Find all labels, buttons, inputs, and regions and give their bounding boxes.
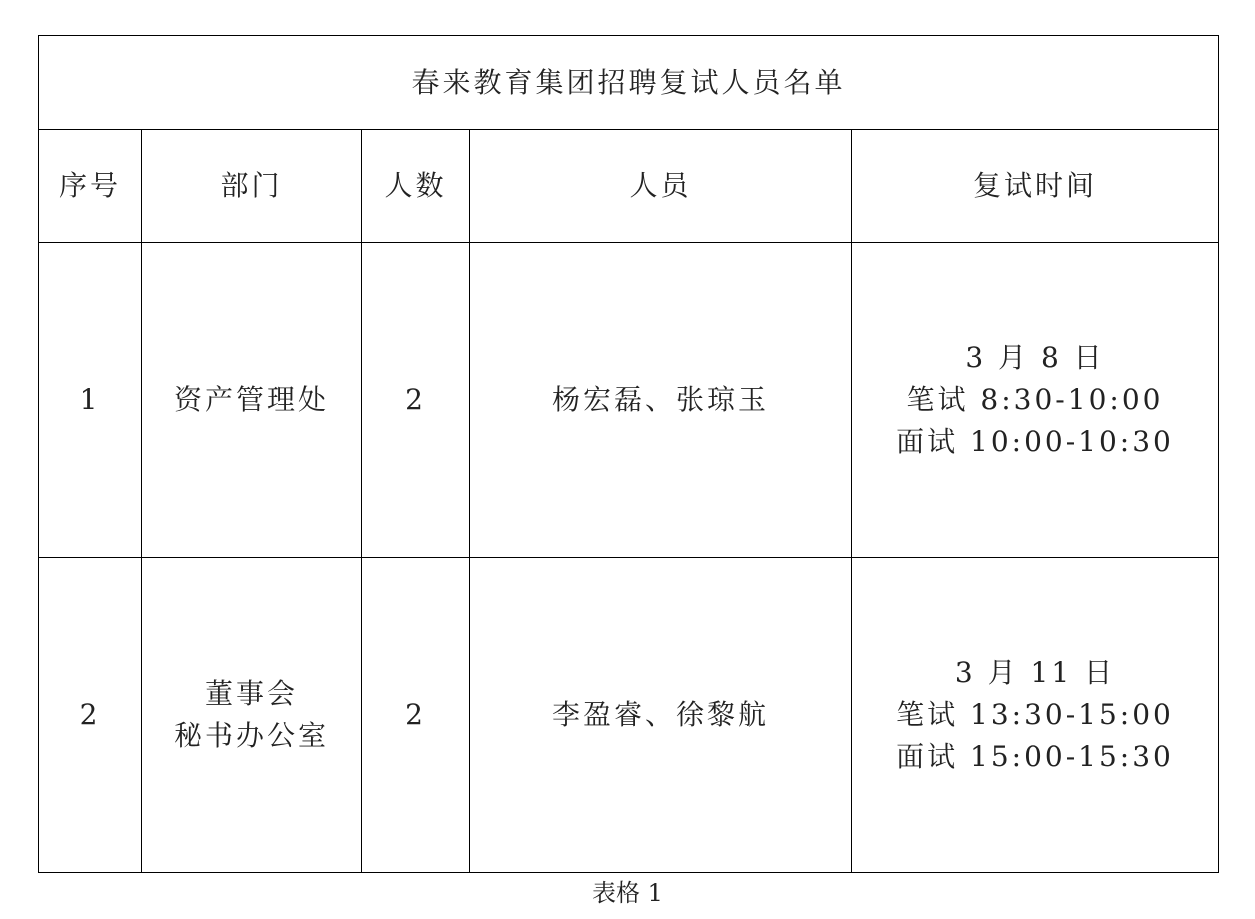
department-line: 资产管理处 xyxy=(173,383,329,416)
header-index: 序号 xyxy=(39,130,142,243)
row-time xyxy=(852,558,1219,873)
row-people: 李盈睿、徐黎航 xyxy=(470,558,852,873)
written-exam-time: 笔试 13:30-15:00 xyxy=(896,698,1174,731)
interview-date: 3 月 8 日 xyxy=(965,341,1105,374)
row-count: 2 xyxy=(362,558,470,873)
row-index: 1 xyxy=(39,243,142,558)
interview-date: 3 月 11 日 xyxy=(954,656,1116,689)
row-people: 杨宏磊、张琼玉 xyxy=(470,243,852,558)
table-caption: 表格 1 xyxy=(592,879,663,907)
recruitment-table xyxy=(38,35,1219,873)
header-count: 人数 xyxy=(362,130,470,243)
row-index: 2 xyxy=(39,558,142,873)
table-row xyxy=(39,558,1219,873)
header-time: 复试时间 xyxy=(852,130,1219,243)
department-line: 董事会 xyxy=(204,677,298,710)
row-department xyxy=(142,558,362,873)
interview-time: 面试 15:00-15:30 xyxy=(896,740,1174,773)
header-people: 人员 xyxy=(470,130,852,243)
row-department xyxy=(142,243,362,558)
title-row xyxy=(39,36,1219,130)
header-row xyxy=(39,130,1219,243)
written-exam-time: 笔试 8:30-10:00 xyxy=(906,383,1164,416)
row-time xyxy=(852,243,1219,558)
interview-time: 面试 10:00-10:30 xyxy=(896,425,1174,458)
department-line: 秘书办公室 xyxy=(173,719,329,752)
table-row xyxy=(39,243,1219,558)
row-count: 2 xyxy=(362,243,470,558)
header-department: 部门 xyxy=(142,130,362,243)
table-title: 春来教育集团招聘复试人员名单 xyxy=(39,36,1219,130)
